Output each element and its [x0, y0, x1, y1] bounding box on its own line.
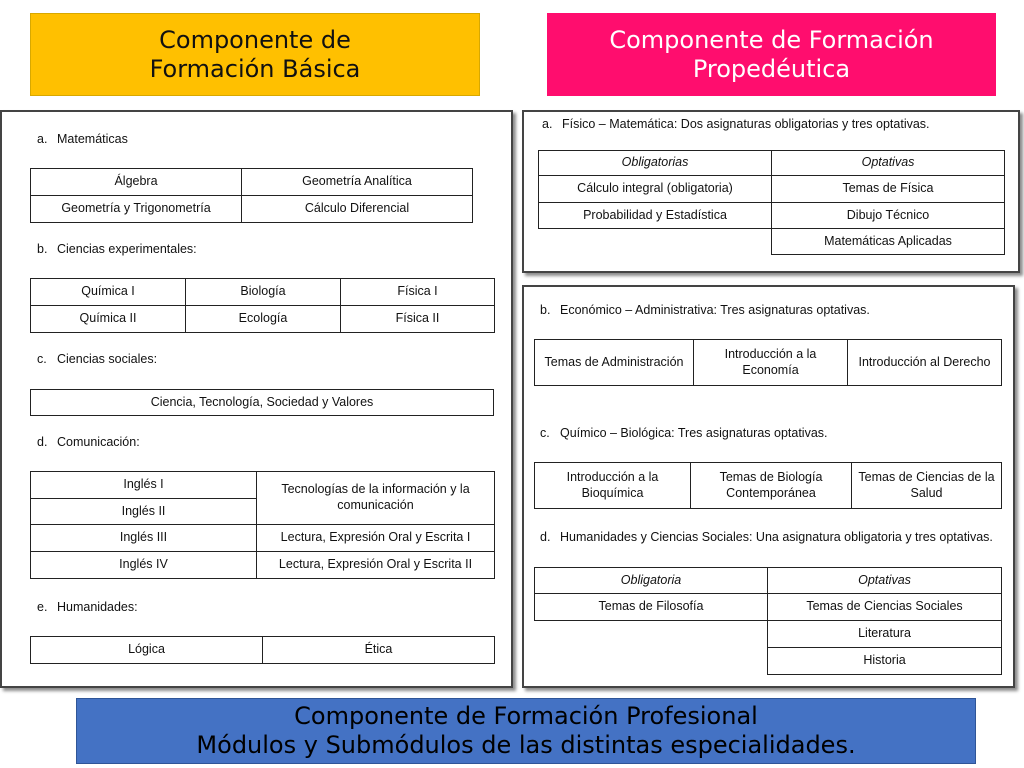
section-label: Ciencias sociales:: [57, 352, 158, 366]
table-cell-empty: [535, 621, 768, 648]
header-formacion-profesional-line2: Módulos y Submódulos de las distintas especialidades.: [196, 731, 856, 759]
table-row: [31, 637, 495, 664]
table-cell: Historia: [768, 648, 1002, 675]
section-label: Económico – Administrativa: Tres asignaturas optativas.: [560, 303, 870, 317]
table-comunicacion: [30, 471, 495, 579]
table-cell: Temas de Biología Contemporánea: [691, 463, 852, 509]
table-row: [535, 568, 1002, 594]
table-humanidades-ciencias-sociales: [534, 567, 1002, 675]
table-cell: Lectura, Expresión Oral y Escrita I: [257, 525, 495, 552]
table-ciencias-sociales: [30, 389, 494, 416]
table-cell: Inglés III: [31, 525, 257, 552]
table-cell: Probabilidad y Estadística: [539, 203, 772, 229]
table-cell: Temas de Administración: [535, 340, 694, 386]
panel-propedeutica-areas: [522, 285, 1015, 688]
section-label: Físico – Matemática: Dos asignaturas obligatorias y tres optativas.: [562, 117, 930, 131]
section-letter: b.: [37, 242, 48, 256]
table-quimico-biologica: [534, 462, 1002, 509]
column-header: Optativas: [772, 151, 1005, 176]
header-formacion-basica-text: Componente de Formación Básica: [149, 25, 361, 83]
table-row: [31, 525, 495, 552]
section-humanidades: [37, 600, 138, 614]
table-row: [31, 552, 495, 579]
table-cell: Biología: [186, 279, 341, 306]
section-letter: c.: [37, 352, 47, 366]
table-cell: Introducción a la Bioquímica: [535, 463, 691, 509]
table-cell: Geometría Analítica: [242, 169, 473, 196]
panel-fisico-matematica: [522, 110, 1020, 273]
section-label: Humanidades y Ciencias Sociales: Una asignatura obligatoria y tres optativas.: [560, 530, 993, 544]
section-label: Químico – Biológica: Tres asignaturas optativas.: [560, 426, 828, 440]
section-letter: a.: [542, 117, 553, 131]
table-cell: Inglés IV: [31, 552, 257, 579]
table-cell: Química I: [31, 279, 186, 306]
section-label: Humanidades:: [57, 600, 138, 614]
section-ciencias-experimentales: [37, 242, 197, 256]
panel-formacion-basica: [0, 110, 513, 688]
section-comunicacion: [37, 435, 140, 449]
table-row: [31, 196, 473, 223]
table-cell: Ecología: [186, 306, 341, 333]
header-formacion-propedeutica-text: Componente de Formación Propedéutica: [609, 25, 934, 83]
table-row: [31, 279, 495, 306]
table-row: [535, 594, 1002, 621]
table-cell: Química II: [31, 306, 186, 333]
table-cell: Temas de Ciencias de la Salud: [852, 463, 1002, 509]
table-fisico-matematica: [538, 150, 1005, 255]
section-label: Comunicación:: [57, 435, 140, 449]
table-cell: Tecnologías de la información y la comunicación: [257, 472, 495, 525]
table-cell: Inglés II: [31, 499, 257, 525]
table-row: [535, 648, 1002, 675]
table-row: [535, 340, 1002, 386]
table-cell: Cálculo integral (obligatoria): [539, 176, 772, 203]
table-row: [31, 472, 495, 499]
table-cell: Ciencia, Tecnología, Sociedad y Valores: [31, 390, 494, 416]
table-cell: Física I: [341, 279, 495, 306]
table-cell: Álgebra: [31, 169, 242, 196]
table-cell-empty: [539, 229, 772, 255]
section-letter: e.: [37, 600, 48, 614]
table-row: [31, 390, 494, 416]
table-cell: Dibujo Técnico: [772, 203, 1005, 229]
table-cell: Geometría y Trigonometría: [31, 196, 242, 223]
column-header: Obligatoria: [535, 568, 768, 594]
table-row: [535, 463, 1002, 509]
header-formacion-basica: [30, 13, 480, 96]
header-formacion-propedeutica: [547, 13, 996, 96]
section-letter: d.: [37, 435, 48, 449]
column-header: Optativas: [768, 568, 1002, 594]
table-cell: Temas de Filosofía: [535, 594, 768, 621]
section-humanidades-ciencias-sociales: [540, 529, 996, 545]
section-label: Ciencias experimentales:: [57, 242, 197, 256]
table-cell: Introducción al Derecho: [848, 340, 1002, 386]
header-formacion-profesional-line1: Componente de Formación Profesional: [294, 702, 758, 731]
table-row: [31, 306, 495, 333]
table-cell: Literatura: [768, 621, 1002, 648]
section-fisico-matematica: [542, 117, 930, 131]
table-economico-administrativa: [534, 339, 1002, 386]
section-ciencias-sociales: [37, 352, 157, 366]
section-letter: d.: [540, 530, 551, 544]
section-letter: b.: [540, 303, 551, 317]
table-cell: Temas de Física: [772, 176, 1005, 203]
table-cell: Temas de Ciencias Sociales: [768, 594, 1002, 621]
table-cell: Lectura, Expresión Oral y Escrita II: [257, 552, 495, 579]
table-row: [539, 151, 1005, 176]
table-row: [535, 621, 1002, 648]
table-cell: Introducción a la Economía: [694, 340, 848, 386]
table-cell: Cálculo Diferencial: [242, 196, 473, 223]
table-cell: Lógica: [31, 637, 263, 664]
table-cell-empty: [535, 648, 768, 675]
table-cell: Ética: [263, 637, 495, 664]
table-ciencias-experimentales: [30, 278, 495, 333]
table-cell: Física II: [341, 306, 495, 333]
table-cell: Matemáticas Aplicadas: [772, 229, 1005, 255]
section-letter: c.: [540, 426, 550, 440]
section-matematicas: [37, 132, 128, 146]
column-header: Obligatorias: [539, 151, 772, 176]
header-formacion-profesional: [76, 698, 976, 764]
section-quimico-biologica: [540, 426, 828, 440]
section-economico-administrativa: [540, 303, 870, 317]
table-matematicas: [30, 168, 473, 223]
section-label: Matemáticas: [57, 132, 128, 146]
table-row: [539, 203, 1005, 229]
section-letter: a.: [37, 132, 48, 146]
table-row: [31, 169, 473, 196]
table-humanidades: [30, 636, 495, 664]
table-cell: Inglés I: [31, 472, 257, 499]
table-row: [539, 229, 1005, 255]
table-row: [539, 176, 1005, 203]
